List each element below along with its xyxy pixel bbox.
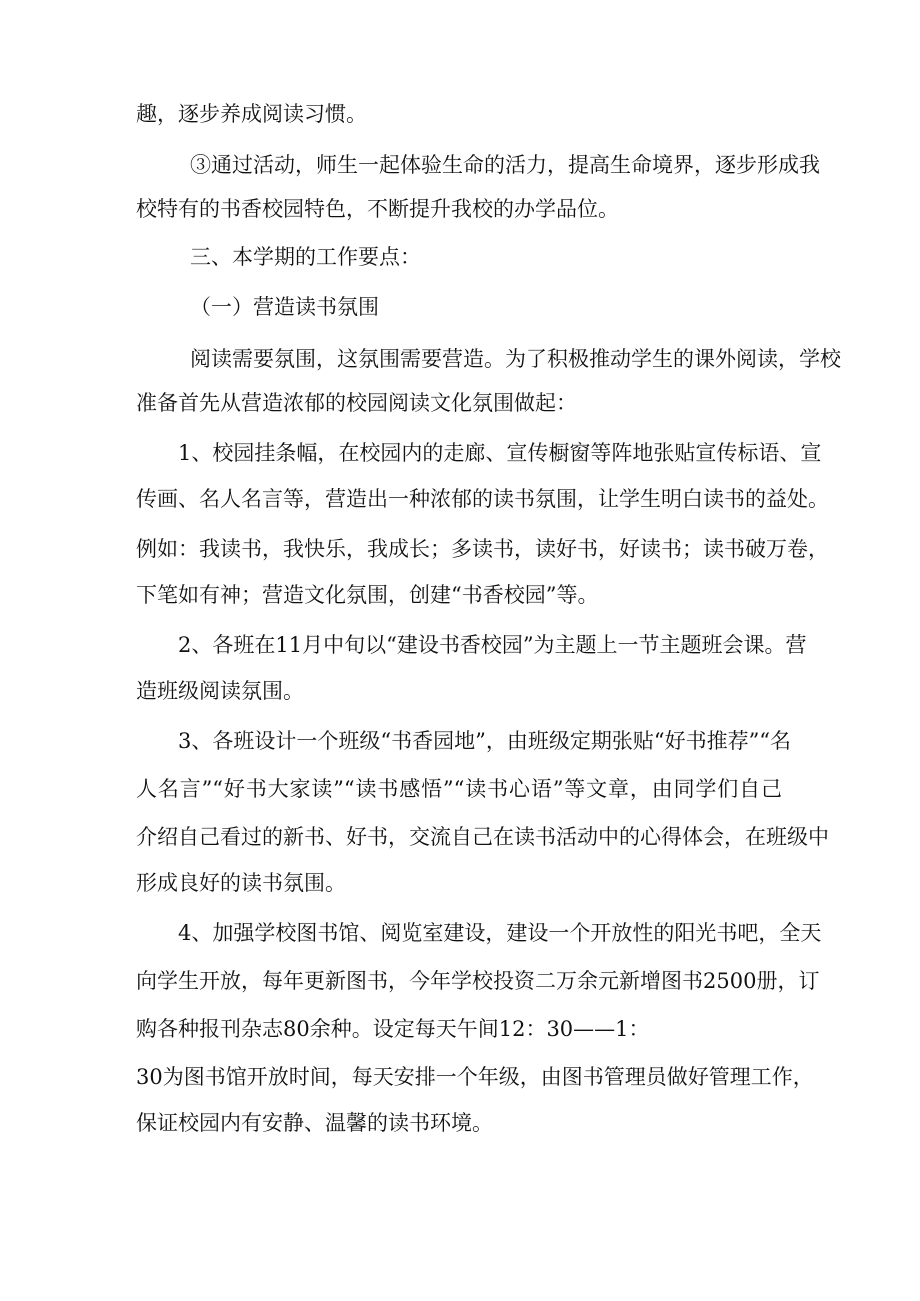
text-line: 下笔如有神；营造文化氛围，创建“书香校园”等。 <box>136 583 599 607</box>
text-line: 介绍自己看过的新书、好书，交流自己在读书活动中的心得体会，在班级中 <box>136 825 829 849</box>
text-line: 趣，逐步养成阅读习惯。 <box>136 102 367 126</box>
text-line: 2、各班在11月中旬以“建设书香校园”为主题上一节主题班会课。营 <box>178 633 807 657</box>
text-line: 4、加强学校图书馆、阅览室建设，建设一个开放性的阳光书吧，全天 <box>178 921 822 945</box>
text-line: 1、校园挂条幅，在校园内的走廊、宣传橱窗等阵地张贴宣传标语、宣 <box>178 441 822 465</box>
section-heading: 三、本学期的工作要点： <box>190 245 421 269</box>
text-line: ③通过活动，师生一起体验生命的活力，提高生命境界，逐步形成我 <box>190 153 820 177</box>
text-line: 30为图书馆开放时间，每天安排一个年级，由图书管理员做好管理工作， <box>136 1065 814 1089</box>
subsection-heading: （一）营造读书氛围 <box>190 295 379 319</box>
text-line: 形成良好的读书氛围。 <box>136 871 346 895</box>
text-line: 保证校园内有安静、温馨的读书环境。 <box>136 1111 493 1135</box>
text-line: 造班级阅读氛围。 <box>136 679 304 703</box>
text-line: 阅读需要氛围，这氛围需要营造。为了积极推动学生的课外阅读，学校 <box>190 347 841 371</box>
text-line: 向学生开放，每年更新图书，今年学校投资二万余元新增图书2500册，订 <box>136 969 820 993</box>
text-line: 人名言”“好书大家读”“读书感悟”“读书心语”等文章，由同学们自己 <box>136 777 782 801</box>
text-line: 校特有的书香校园特色，不断提升我校的办学品位。 <box>136 197 619 221</box>
text-line: 购各种报刊杂志80余种。设定每天午间12：30——1： <box>136 1017 650 1041</box>
text-line: 3、各班设计一个班级“书香园地”，由班级定期张贴“好书推荐”“名 <box>178 729 792 753</box>
text-line: 传画、名人名言等，营造出一种浓郁的读书氛围，让学生明白读书的益处。 <box>136 487 829 511</box>
text-line: 例如：我读书，我快乐，我成长；多读书，读好书，好读书；读书破万卷， <box>136 537 829 561</box>
text-line: 准备首先从营造浓郁的校园阅读文化氛围做起： <box>136 391 577 415</box>
